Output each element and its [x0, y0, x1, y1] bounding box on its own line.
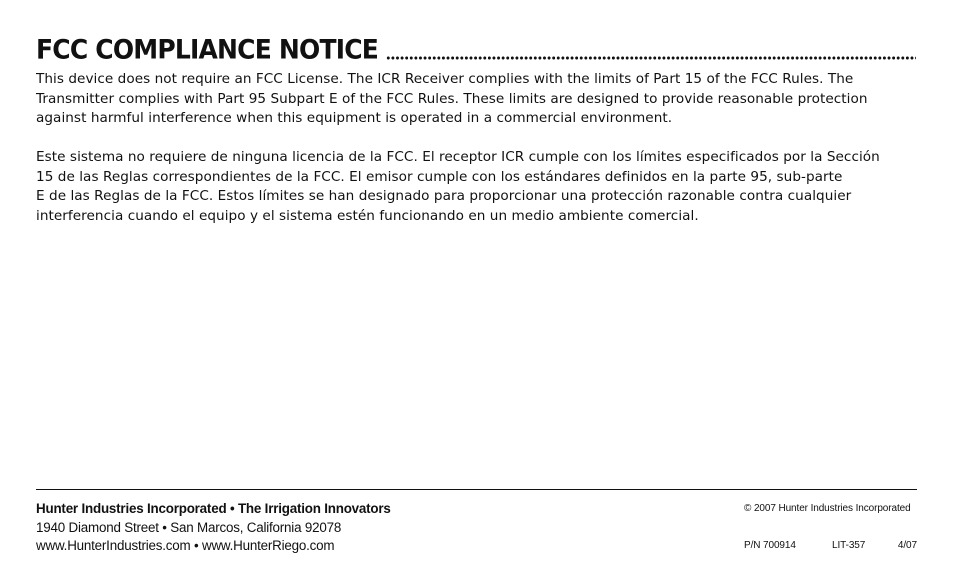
- footer-address: 1940 Diamond Street • San Marcos, California 92078: [36, 519, 342, 535]
- footer-company: Hunter Industries Incorporated • The Irrigation Innovators: [36, 501, 391, 516]
- notice-body: [36, 70, 916, 226]
- footer-websites: www.HunterIndustries.com • www.HunterRiego.com: [36, 538, 335, 553]
- notice-heading: [36, 30, 916, 66]
- notice-paragraph-english: This device does not require an FCC License. The ICR Receiver complies with the limits of Part 15 of the FCC Rules. The Transmitter complies with Part 95 Subpart E of the FCC Rules. These limits are designed to provide reasonable protection against harmful interference when this equipment is operated in a commercial environment.: [36, 71, 868, 126]
- footer-contact: [36, 500, 391, 556]
- footer-copyright: © 2007 Hunter Industries Incorporated: [744, 503, 911, 514]
- footer-divider: [36, 489, 917, 490]
- footer-lit-number: LIT-357: [832, 540, 866, 551]
- footer-date: 4/07: [897, 540, 917, 551]
- notice-paragraph-spanish: Este sistema no requiere de ninguna licencia de la FCC. El receptor ICR cumple con los límites especificados por la Sección 15 de las Reglas correspondientes de la FCC. El emisor cumple con los estándares definidos en la parte 95, sub-parte E de las Reglas de la FCC. Estos límites se han designado para proporcionar una protección razonable contra cualquier interferencia cuando el equipo y el sistema estén funcionando en un medio ambiente comercial.: [36, 149, 880, 224]
- notice-title: FCC COMPLIANCE NOTICE: [36, 34, 379, 65]
- footer-part-number: P/N 700914: [744, 540, 796, 551]
- dotted-leader: [386, 56, 916, 60]
